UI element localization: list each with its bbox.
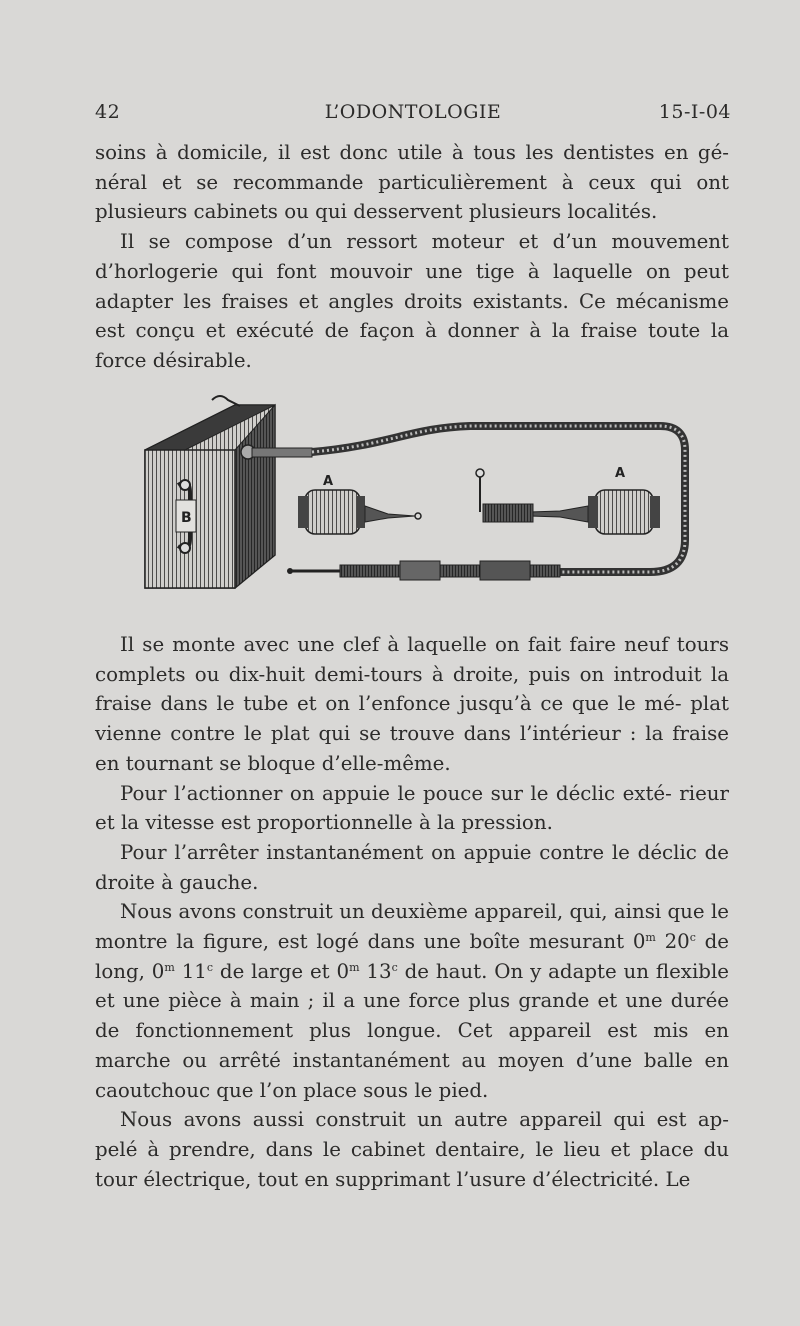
length-value: 20 bbox=[655, 930, 690, 954]
text-run: de large et 0 bbox=[213, 959, 350, 983]
unit-centimetres: c bbox=[391, 960, 398, 974]
paragraph-dimensions bbox=[95, 897, 729, 1105]
issue-date: 15-I-04 bbox=[658, 101, 731, 123]
paragraph: Pour l’arrêter instantanément on appuie contre le déclic de droite à gauche. bbox=[95, 840, 729, 894]
unit-metres: m bbox=[349, 960, 360, 974]
unit-centimetres: c bbox=[689, 931, 696, 945]
height-value: 13 bbox=[359, 959, 392, 983]
text-run: Nous avons construit un deuxième appareil, qui, ainsi que le montre la figure, est logé dans une boîte mesurant 0 bbox=[95, 900, 729, 954]
text-run: de long, 0 bbox=[95, 930, 729, 983]
paragraph: Nous avons aussi construit un autre appareil qui est ap- pelé à prendre, dans le cabinet dentaire, le lieu et place du tour électrique, tout en supprimant l’usure d’électricité. Le bbox=[95, 1108, 729, 1191]
running-title: L’ODONTOLOGIE bbox=[324, 101, 502, 123]
spring-motor-box bbox=[145, 396, 275, 588]
text-block-bottom bbox=[95, 630, 729, 1194]
text-block-top bbox=[95, 138, 729, 376]
unit-centimetres: c bbox=[206, 960, 214, 974]
handpiece bbox=[287, 561, 560, 580]
clockwork-piece-left bbox=[298, 490, 421, 534]
label-a-left: A bbox=[323, 474, 334, 489]
unit-metres: m bbox=[164, 960, 175, 974]
unit-metres: m bbox=[645, 931, 656, 945]
clockwork-piece-right bbox=[476, 469, 660, 534]
paragraph: soins à domicile, il est donc utile à tous les dentistes en gé- néral et se recommande particulièrement à ceux qui ont plusieurs cabinets ou qui desservent plusieurs localités. bbox=[95, 141, 729, 224]
clockwork-motor-illustration bbox=[140, 390, 700, 600]
running-header bbox=[95, 101, 731, 131]
paragraph: Il se compose d’un ressort moteur et d’un mouvement d’horlogerie qui font mouvoir une tige à laquelle on peut adapter les fraises et angles droits existants. Ce mécanisme est conçu et exécuté de façon à donner à la fraise toute la force désirable. bbox=[95, 230, 729, 372]
label-a-right: A bbox=[615, 466, 626, 481]
paragraph: Il se monte avec une clef à laquelle on fait faire neuf tours complets ou dix-huit demi-tours à droite, puis on introduit la fraise dans le tube et on l’enfonce jusqu’à ce que le mé- plat vienne contre le plat qui se trouve dans l’intérieur : la fraise en tournant se bloque d’elle-même. bbox=[95, 633, 729, 775]
page-number: 42 bbox=[95, 101, 121, 123]
box-label: B bbox=[181, 510, 192, 526]
width-value: 11 bbox=[174, 959, 207, 983]
paragraph: Pour l’actionner on appuie le pouce sur le déclic exté- rieur et la vitesse est proportionnelle à la pression. bbox=[95, 781, 729, 835]
text-run: de haut. On y adapte un flexible et une pièce à main ; il a une force plus grande et une durée de fonctionnement plus longue. Cet appareil est mis en marche ou arrêté instantanément au moyen d’une balle en caoutchouc que l’on place sous le pied. bbox=[95, 959, 729, 1102]
